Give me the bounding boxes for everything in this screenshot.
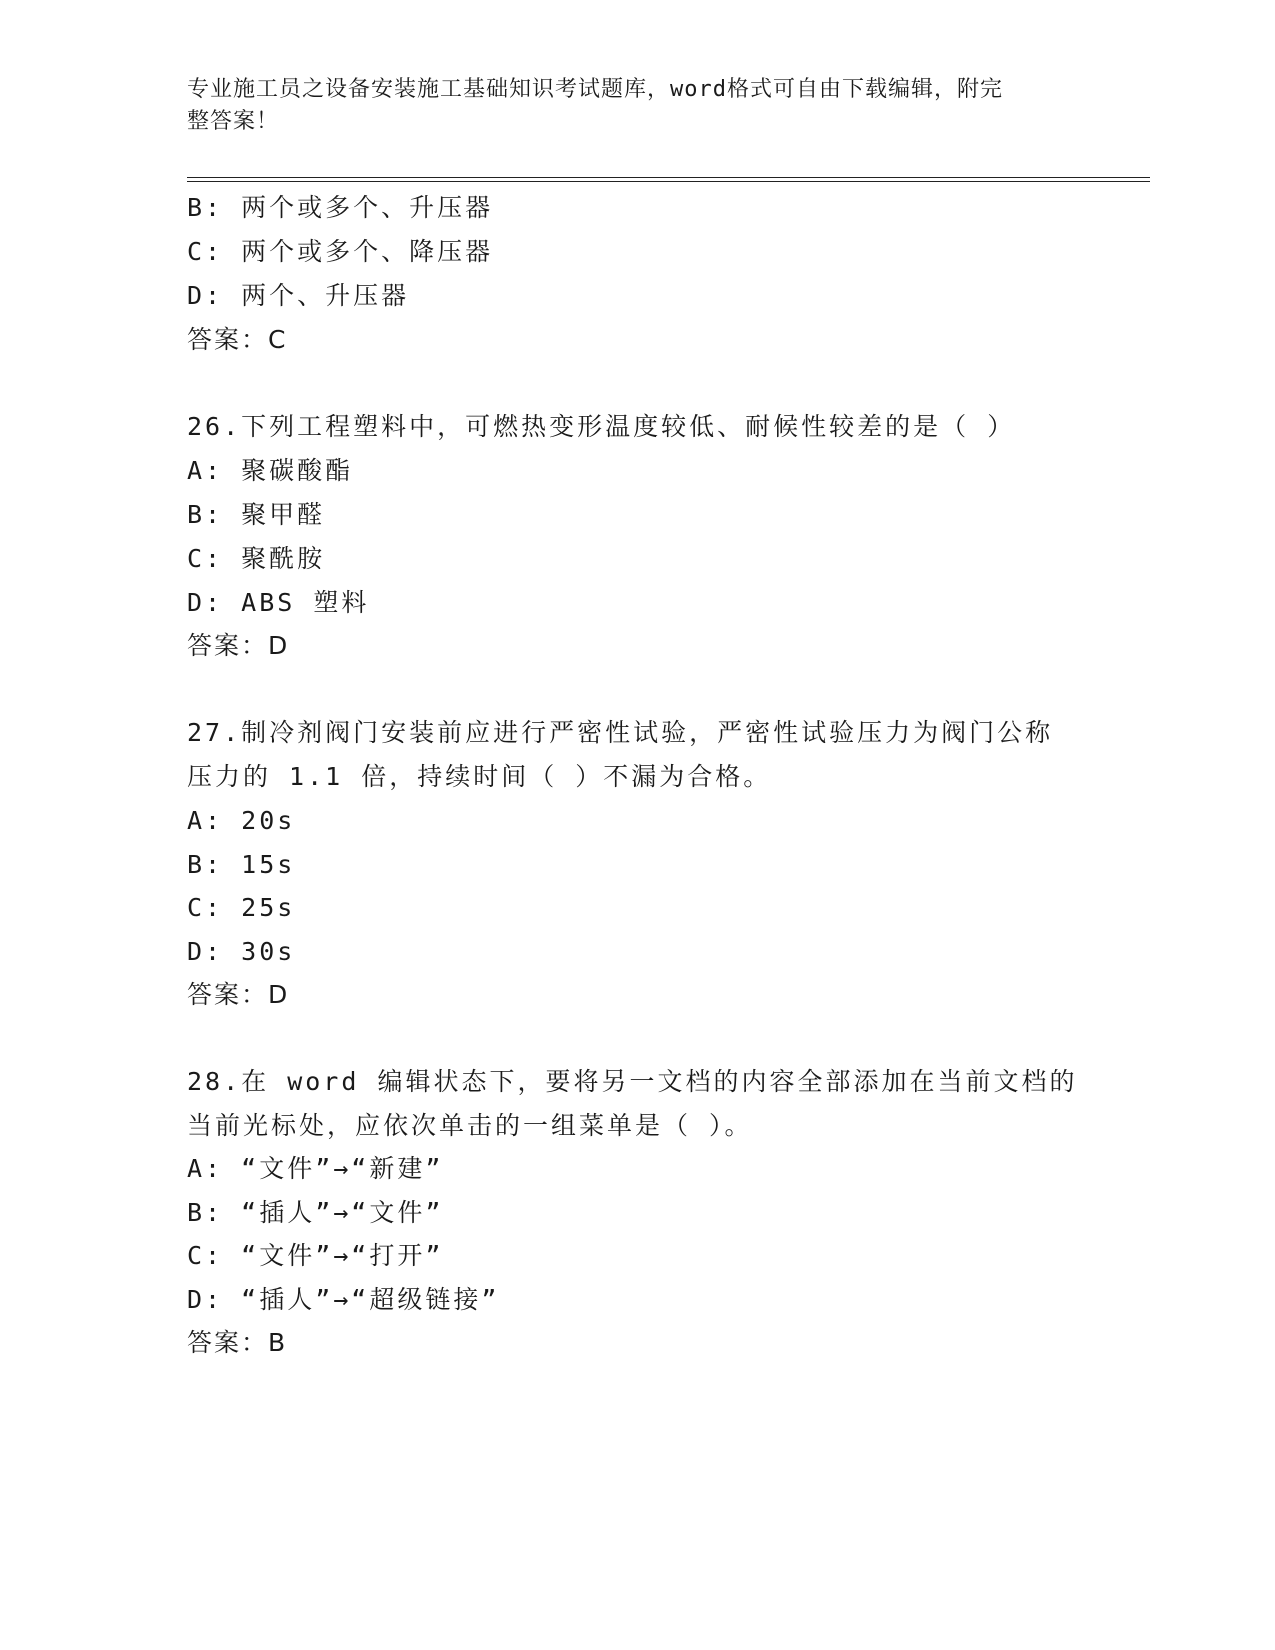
question-stem: 27.制冷剂阀门安装前应进行严密性试验，严密性试验压力为阀门公称 [187, 718, 1054, 747]
answer: 答案：D [187, 980, 290, 1009]
option-d: D: 30s [187, 937, 296, 966]
option-b: B: 聚甲醛 [187, 500, 326, 529]
question-stem: 26.下列工程塑料中，可燃热变形温度较低、耐候性较差的是（ ） [187, 412, 1016, 441]
question-stem-cont: 当前光标处，应依次单击的一组菜单是（ ）。 [187, 1111, 753, 1140]
question-stem: 28.在 word 编辑状态下，要将另一文档的内容全部添加在当前文档的 [187, 1067, 1078, 1096]
option-d: D: 两个、升压器 [187, 281, 410, 310]
option-a: A: 聚碳酸酯 [187, 456, 354, 485]
header-rule-bottom [187, 181, 1150, 182]
option-d: D: ABS 塑料 [187, 588, 370, 617]
document-header [187, 74, 1067, 138]
option-a: A: 20s [187, 806, 296, 835]
answer: 答案：C [187, 325, 288, 354]
option-a: A: “文件”→“新建” [187, 1154, 444, 1183]
option-c: C: 两个或多个、降压器 [187, 237, 494, 266]
option-b: B: 15s [187, 850, 296, 879]
option-b: B: 两个或多个、升压器 [187, 193, 494, 222]
option-c: C: “文件”→“打开” [187, 1241, 444, 1270]
answer: 答案：D [187, 631, 290, 660]
option-d: D: “插人”→“超级链接” [187, 1285, 500, 1314]
answer: 答案：B [187, 1328, 288, 1357]
header-line-2: 整答案！ [187, 109, 280, 134]
option-c: C: 聚酰胺 [187, 544, 326, 573]
option-b: B: “插人”→“文件” [187, 1198, 444, 1227]
header-rule-top [187, 177, 1150, 178]
header-line-1: 专业施工员之设备安装施工基础知识考试题库，word格式可自由下载编辑，附完 [187, 77, 1003, 102]
question-stem-cont: 压力的 1.1 倍，持续时间（ ）不漏为合格。 [187, 762, 772, 791]
option-c: C: 25s [187, 893, 296, 922]
